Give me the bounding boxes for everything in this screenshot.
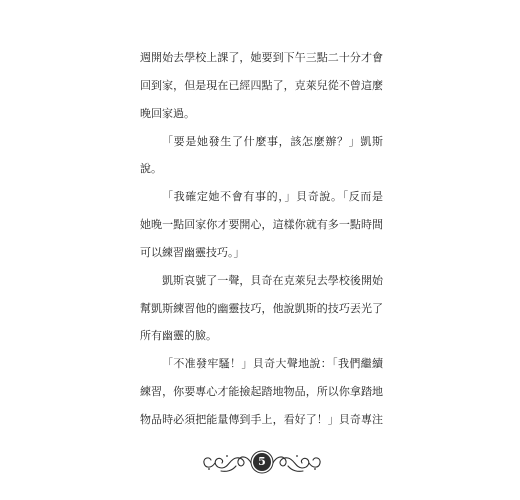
text-line: 所有幽靈的臉。 bbox=[140, 329, 217, 343]
paragraph bbox=[140, 44, 383, 128]
text-line: 凱斯哀號了一聲，貝奇在克萊兒去學校後開始 bbox=[162, 273, 383, 287]
text-line: 幫凱斯練習他的幽靈技巧，他說凱斯的技巧丟光了 bbox=[140, 301, 383, 315]
text-line: 「要是她發生了什麼事，該怎麼辦？」凱斯 bbox=[162, 134, 383, 148]
text-line: 「我確定她不會有事的，」貝奇說。「反而是 bbox=[162, 190, 383, 204]
page-footer bbox=[200, 448, 324, 478]
page-text bbox=[140, 44, 383, 434]
text-line: 練習，你要專心才能撿起踏地物品，所以你拿踏地 bbox=[140, 385, 383, 399]
text-line: 回到家，但是現在已經四點了，克萊兒從不曾這麼 bbox=[140, 78, 383, 92]
text-line: 「不准發牢騷！」貝奇大聲地說：「我們繼續 bbox=[162, 357, 383, 371]
text-line: 晚回家過。 bbox=[140, 106, 195, 120]
text-line: 說。 bbox=[140, 162, 162, 176]
paragraph bbox=[140, 128, 383, 184]
paragraph bbox=[140, 350, 383, 434]
text-line: 可以練習幽靈技巧。」 bbox=[140, 245, 245, 259]
text-line: 週開始去學校上課了，她要到下午三點二十分才會 bbox=[140, 51, 383, 64]
page-number: 5 bbox=[253, 453, 271, 471]
text-line: 物品時必須把能量傳到手上，看好了！」貝奇專注 bbox=[140, 412, 383, 426]
paragraph bbox=[140, 267, 383, 351]
paragraph bbox=[140, 183, 383, 267]
text-line: 她晚一點回家你才要開心，這樣你就有多一點時間 bbox=[140, 218, 383, 232]
